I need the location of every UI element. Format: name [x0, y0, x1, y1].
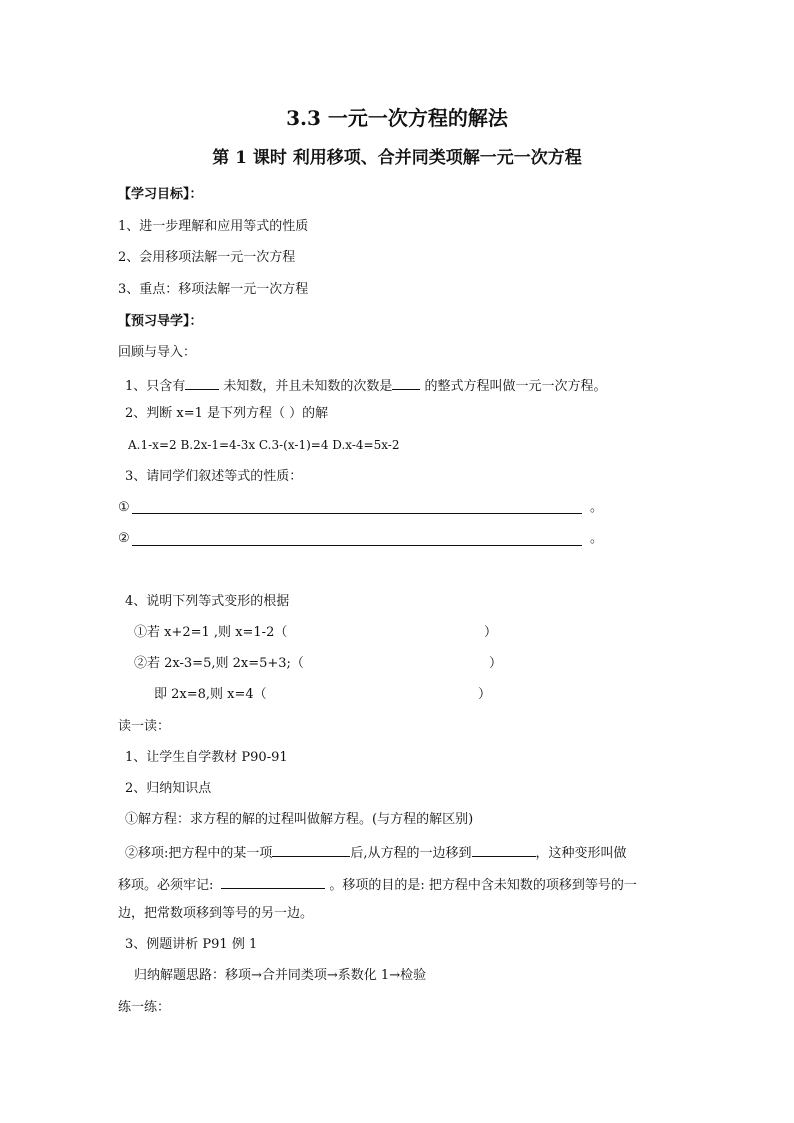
- question-1-part-a: 1、只含有: [125, 379, 186, 394]
- objective-item: 2、会用移项法解一元一次方程: [118, 250, 296, 265]
- question-4-b: ②若 2x-3=5,则 2x=5+3;（: [134, 656, 304, 671]
- knowledge-point-1: ①解方程：求方程的解的过程叫做解方程。(与方程的解区别): [125, 812, 474, 827]
- question-1: [125, 375, 607, 396]
- answer-line-1[interactable]: [132, 513, 582, 514]
- question-2-options: A.1-x=2 B.2x-1=4-3x C.3-(x-1)=4 D.x-4=5x-2: [128, 438, 400, 452]
- preview-heading: 【预习导学】：: [118, 314, 203, 329]
- question-3: 3、请同学们叙述等式的性质：: [125, 469, 303, 484]
- knowledge-point-2-end: 边，把常数项移到等号的另一边。: [118, 906, 314, 921]
- close-paren: ）: [478, 687, 492, 702]
- answer-line-2[interactable]: [132, 545, 582, 546]
- point-2-part-e: 。移项的目的是: 把方程中含未知数的项移到等号的一: [329, 878, 637, 893]
- fill-blank[interactable]: [272, 842, 350, 857]
- question-1-part-b: 未知数，并且未知数的次数是: [219, 379, 393, 394]
- fill-blank[interactable]: [221, 874, 325, 889]
- practice-heading: 练一练：: [118, 1000, 171, 1015]
- close-paren: ）: [484, 625, 498, 640]
- period: 。: [590, 531, 604, 546]
- close-paren: ）: [489, 656, 503, 671]
- question-4-c: 即 2x=8,则 x=4（: [154, 687, 267, 702]
- point-2-part-d: 移项。必须牢记:: [118, 878, 214, 893]
- objective-item: 1、进一步理解和应用等式的性质: [118, 219, 309, 234]
- lesson-subtitle: 第 1 课时 利用移项、合并同类项解一元一次方程: [212, 148, 582, 168]
- read-item-2: 2、归纳知识点: [125, 781, 212, 796]
- question-2: 2、判断 x=1 是下列方程（ ）的解: [125, 406, 329, 421]
- fill-blank[interactable]: [392, 375, 420, 390]
- solving-summary: 归纳解题思路：移项→合并同类项→系数化 1→检验: [134, 968, 427, 983]
- read-item-1: 1、让学生自学教材 P90-91: [125, 750, 288, 765]
- blank-1-mark: ①: [118, 500, 130, 515]
- page-title: 3.3 一元一次方程的解法: [286, 106, 508, 130]
- review-label: 回顾与导入：: [118, 345, 197, 360]
- period: 。: [590, 500, 604, 515]
- point-2-part-a: ②移项:把方程中的某一项: [125, 846, 273, 861]
- blank-2-mark: ②: [118, 531, 130, 546]
- objectives-heading: 【学习目标】：: [118, 187, 203, 202]
- question-1-part-c: 的整式方程叫做一元一次方程。: [420, 379, 607, 394]
- read-item-3: 3、例题讲析 P91 例 1: [125, 937, 258, 952]
- knowledge-point-2: [125, 842, 627, 863]
- fill-blank[interactable]: [185, 375, 219, 390]
- point-2-part-c: ，这种变形叫做: [535, 846, 627, 861]
- point-2-part-b: 后,从方程的一边移到: [350, 846, 472, 861]
- read-heading: 读一读：: [118, 719, 171, 734]
- fill-blank[interactable]: [472, 842, 536, 857]
- knowledge-point-2-cont: [118, 874, 637, 895]
- question-4-a: ①若 x+2=1 ,则 x=1-2（: [134, 625, 288, 640]
- question-4: 4、说明下列等式变形的根据: [125, 594, 290, 609]
- objective-item: 3、重点：移项法解一元一次方程: [118, 282, 309, 297]
